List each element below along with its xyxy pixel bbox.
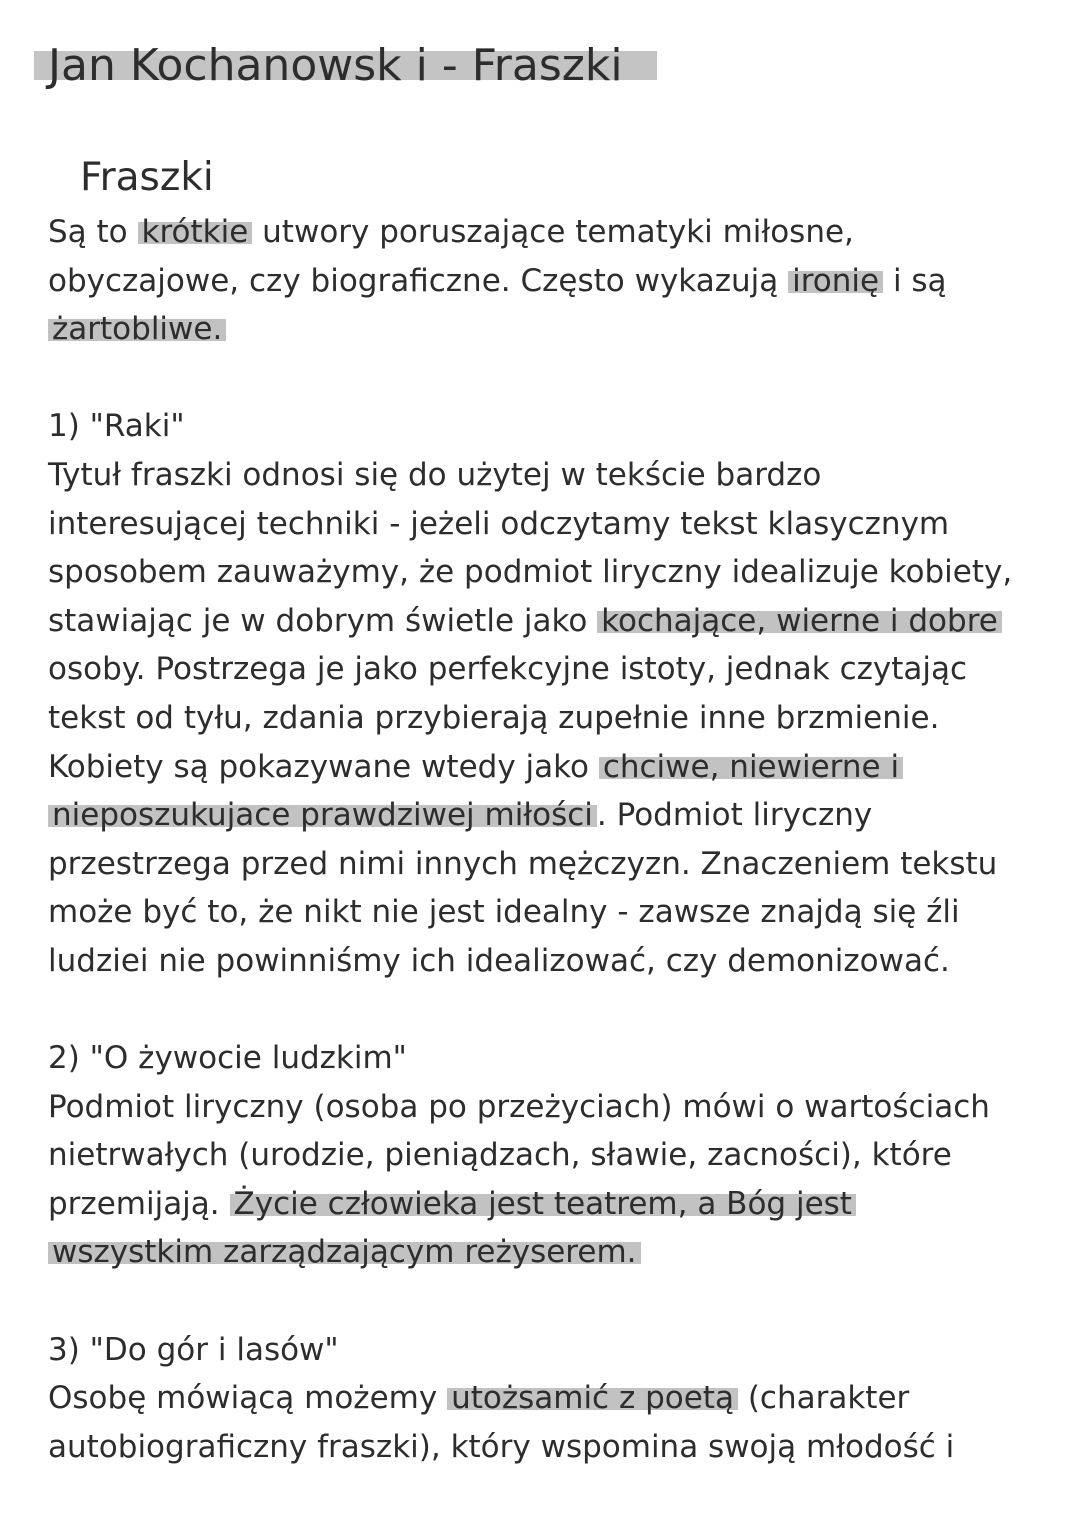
text-line: Tytuł fraszki odnosi się do użytej w tekście bardzo <box>48 456 822 493</box>
section-heading-gory: 3) "Do gór i lasów" <box>48 1331 339 1368</box>
highlight: chciwe, niewierne i <box>599 749 903 785</box>
blank-line <box>48 986 1058 1035</box>
highlight: ironię <box>788 263 883 299</box>
highlight: utożsamić z poetą <box>447 1380 738 1416</box>
highlight: Życie człowieka jest teatrem, a Bóg jest <box>230 1186 856 1222</box>
text-line <box>48 597 1058 646</box>
text-span: Kobiety są pokazywane wtedy jako <box>48 748 589 785</box>
text-line: interesującej techniki - jeżeli odczytamy tekst klasycznym <box>48 505 950 542</box>
text-line <box>48 743 1058 792</box>
blank-line <box>48 1277 1058 1326</box>
highlighted-title: Jan Kochanowsk i - Fraszki <box>34 40 657 91</box>
text-span: utwory poruszające tematyki miłosne, <box>262 214 854 250</box>
text-line: nietrwałych (urodzie, pieniądzach, sławie, zacności), które <box>48 1137 952 1174</box>
text-line: tekst od tyłu, zdania przybierają zupełnie inne brzmienie. <box>48 699 940 736</box>
note-body <box>48 208 1058 1471</box>
section-heading-raki: 1) "Raki" <box>48 408 185 445</box>
text-span: stawiając je w dobrym świetle jako <box>48 602 588 639</box>
text-line: przestrzega przed nimi innych mężczyzn. Znaczeniem tekstu <box>48 845 998 882</box>
text-line <box>48 208 1058 257</box>
highlight: żartobliwe. <box>48 311 226 347</box>
highlight: krótkie <box>138 214 253 250</box>
text-line <box>48 791 1058 840</box>
highlight: wszystkim zarządzającym reżyserem. <box>48 1234 641 1270</box>
text-span: i są <box>892 262 947 299</box>
highlight: nieposzukujace prawdziwej miłości <box>48 797 597 833</box>
text-line <box>48 1180 1058 1229</box>
page-title <box>34 36 657 96</box>
section-heading-zywot: 2) "O żywocie ludzkim" <box>48 1040 407 1077</box>
text-line: sposobem zauważymy, że podmiot liryczny idealizuje kobiety, <box>48 554 1013 591</box>
text-line: może być to, że nikt nie jest idealny - zawsze znajdą się źli <box>48 894 960 931</box>
section-subtitle: Fraszki <box>80 155 214 200</box>
text-span: . Podmiot liryczny <box>596 797 873 834</box>
text-span: Osobę mówiącą możemy <box>48 1380 438 1417</box>
highlight: kochające, wierne i dobre <box>597 603 1002 639</box>
text-line <box>48 1228 1058 1277</box>
text-span: obyczajowe, czy biograficzne. Często wykazują <box>48 262 779 299</box>
text-line <box>48 1374 1058 1423</box>
text-line: osoby. Postrzega je jako perfekcyjne istoty, jednak czytając <box>48 651 968 688</box>
text-line <box>48 257 1058 306</box>
text-line: ludziei nie powinniśmy ich idealizować, czy demonizować. <box>48 942 950 979</box>
text-span: przemijają. <box>48 1185 220 1222</box>
text-line: autobiograficzny fraszki), który wspomina swoją młodość i <box>48 1428 955 1465</box>
text-line: Podmiot liryczny (osoba po przeżyciach) mówi o wartościach <box>48 1088 990 1125</box>
text-line <box>48 305 1058 354</box>
text-span: (charakter <box>747 1380 910 1417</box>
text-span: Są to <box>48 214 128 250</box>
blank-line <box>48 354 1058 403</box>
